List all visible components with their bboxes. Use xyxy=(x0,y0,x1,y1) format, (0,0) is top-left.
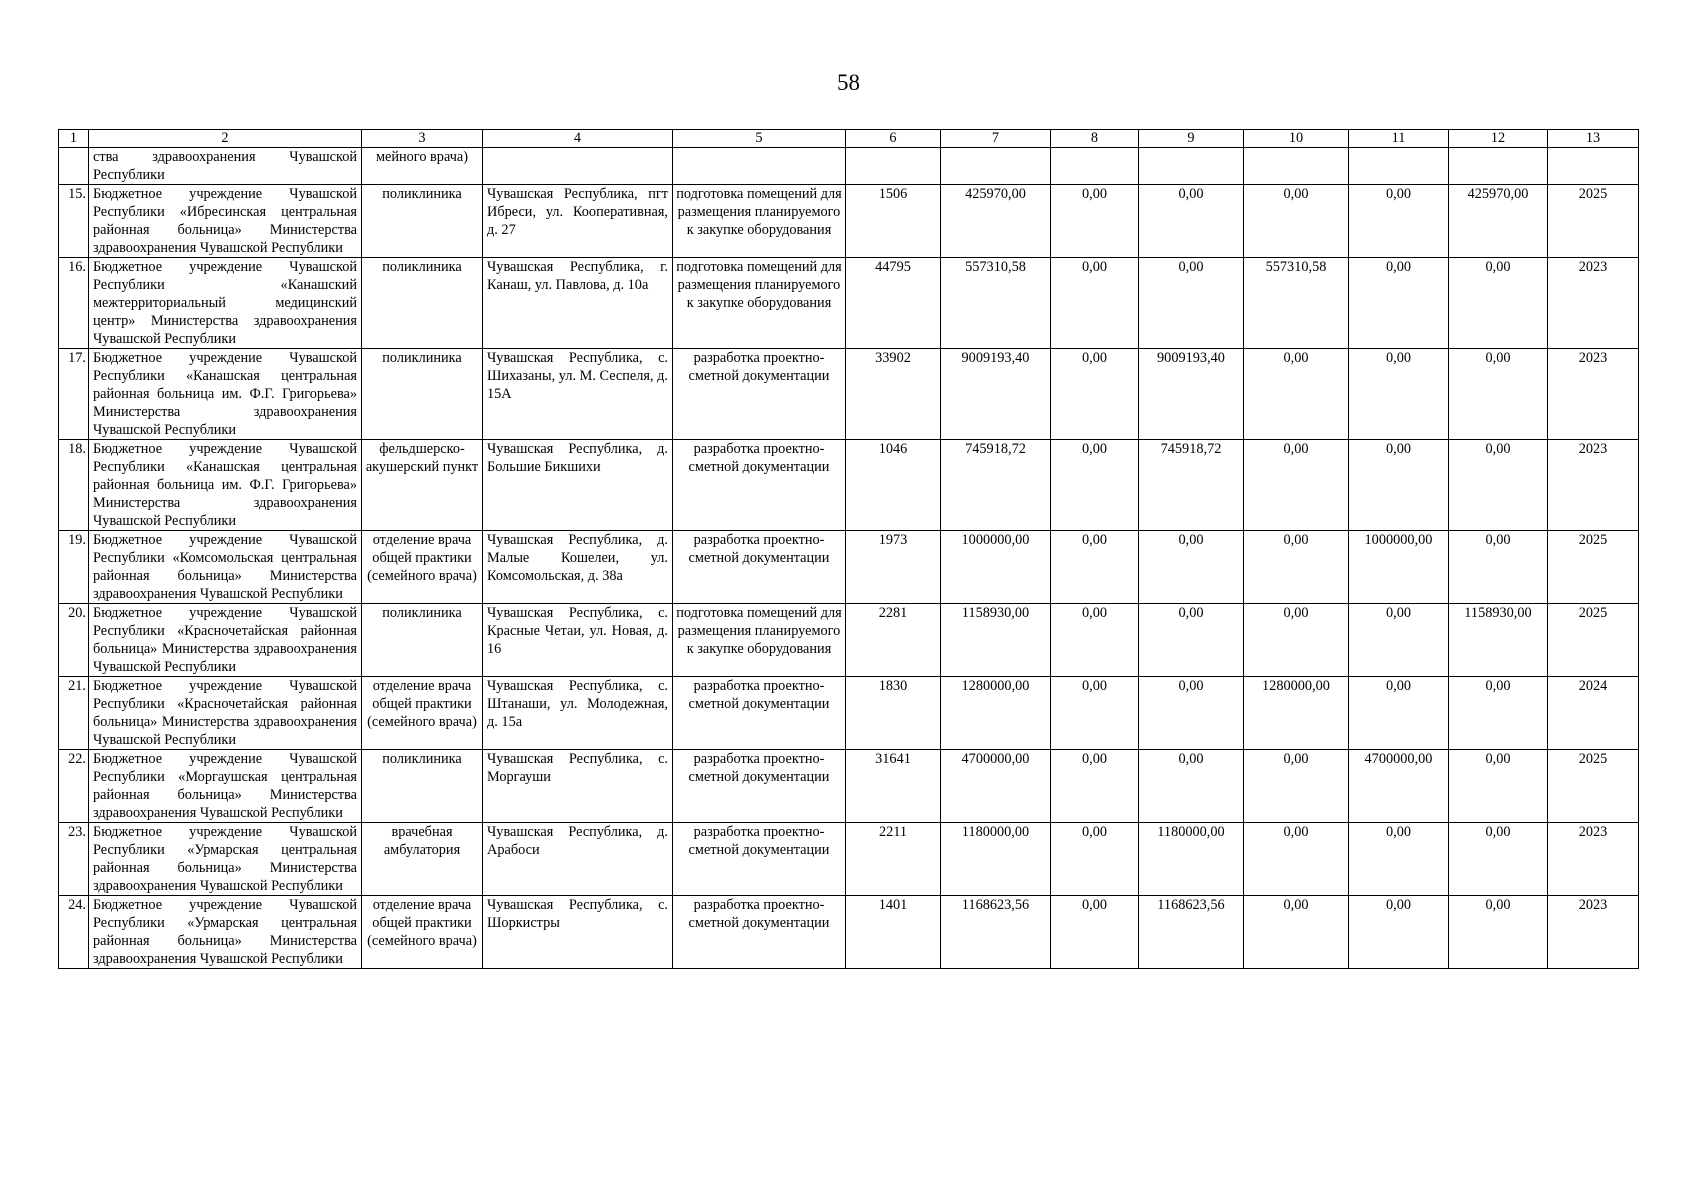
address-cell: Чувашская Республика, с. Красные Четаи, ул. Новая, д. 16 xyxy=(483,604,673,677)
continuation-row xyxy=(59,148,1639,185)
row-number-cell: 19. xyxy=(59,531,89,604)
year-cell: 2025 xyxy=(1548,750,1639,823)
cost-col11-cell: 1000000,00 xyxy=(1349,531,1449,604)
column-header: 12 xyxy=(1449,130,1548,148)
object-type-cell: отделение врача общей практики (семейного врача) xyxy=(362,677,483,750)
value-cell xyxy=(1449,148,1548,185)
object-type-cell: поликлиника xyxy=(362,258,483,349)
total-cost-cell: 9009193,40 xyxy=(941,349,1051,440)
cost-col8-cell: 0,00 xyxy=(1051,750,1139,823)
cost-col10-cell: 0,00 xyxy=(1244,750,1349,823)
area-cell: 2281 xyxy=(846,604,941,677)
cost-col12-cell: 0,00 xyxy=(1449,258,1548,349)
total-cost-cell: 557310,58 xyxy=(941,258,1051,349)
area-cell: 31641 xyxy=(846,750,941,823)
cost-col10-cell: 0,00 xyxy=(1244,185,1349,258)
cost-col12-cell: 0,00 xyxy=(1449,896,1548,969)
row-number-cell: 23. xyxy=(59,823,89,896)
cost-col9-cell: 1168623,56 xyxy=(1139,896,1244,969)
cost-col12-cell: 425970,00 xyxy=(1449,185,1548,258)
column-header: 9 xyxy=(1139,130,1244,148)
table-row xyxy=(59,440,1639,531)
table-row xyxy=(59,750,1639,823)
work-type-cell: разработка проектно-сметной документации xyxy=(673,896,846,969)
organization-cell: ства здравоохранения Чувашской Республики xyxy=(89,148,362,185)
cost-col8-cell: 0,00 xyxy=(1051,531,1139,604)
work-type-cell xyxy=(673,148,846,185)
total-cost-cell: 4700000,00 xyxy=(941,750,1051,823)
organization-cell: Бюджетное учреждение Чувашской Республики «Красночетайская районная больница» Министерства здравоохранения Чувашской Республики xyxy=(89,604,362,677)
value-cell xyxy=(1139,148,1244,185)
work-type-cell: разработка проектно-сметной документации xyxy=(673,823,846,896)
cost-col12-cell: 1158930,00 xyxy=(1449,604,1548,677)
organization-cell: Бюджетное учреждение Чувашской Республики «Красночетайская районная больница» Министерства здравоохранения Чувашской Республики xyxy=(89,677,362,750)
area-cell: 1830 xyxy=(846,677,941,750)
work-type-cell: подготовка помещений для размещения планируемого к закупке оборудования xyxy=(673,185,846,258)
work-type-cell: разработка проектно-сметной документации xyxy=(673,349,846,440)
table-body xyxy=(59,148,1639,969)
cost-col8-cell: 0,00 xyxy=(1051,896,1139,969)
total-cost-cell: 1000000,00 xyxy=(941,531,1051,604)
value-cell xyxy=(1244,148,1349,185)
organization-cell: Бюджетное учреждение Чувашской Республики «Комсомольская центральная районная больница» Министерства здравоохранения Чувашской Республики xyxy=(89,531,362,604)
cost-col8-cell: 0,00 xyxy=(1051,440,1139,531)
table-row xyxy=(59,677,1639,750)
year-cell: 2023 xyxy=(1548,349,1639,440)
address-cell: Чувашская Республика, д. Арабоси xyxy=(483,823,673,896)
address-cell: Чувашская Республика, д. Большие Бикшихи xyxy=(483,440,673,531)
cost-col11-cell: 0,00 xyxy=(1349,896,1449,969)
cost-col11-cell: 0,00 xyxy=(1349,349,1449,440)
table-row xyxy=(59,531,1639,604)
column-header: 2 xyxy=(89,130,362,148)
cost-col12-cell: 0,00 xyxy=(1449,750,1548,823)
cost-col11-cell: 0,00 xyxy=(1349,185,1449,258)
work-type-cell: подготовка помещений для размещения планируемого к закупке оборудования xyxy=(673,604,846,677)
table-row xyxy=(59,604,1639,677)
cost-col9-cell: 0,00 xyxy=(1139,677,1244,750)
area-cell: 33902 xyxy=(846,349,941,440)
area-cell: 2211 xyxy=(846,823,941,896)
cost-col12-cell: 0,00 xyxy=(1449,440,1548,531)
value-cell xyxy=(846,148,941,185)
total-cost-cell: 1158930,00 xyxy=(941,604,1051,677)
work-type-cell: разработка проектно-сметной документации xyxy=(673,677,846,750)
cost-col8-cell: 0,00 xyxy=(1051,258,1139,349)
year-cell xyxy=(1548,148,1639,185)
year-cell: 2023 xyxy=(1548,823,1639,896)
column-header: 11 xyxy=(1349,130,1449,148)
cost-col9-cell: 0,00 xyxy=(1139,258,1244,349)
value-cell xyxy=(941,148,1051,185)
column-header: 5 xyxy=(673,130,846,148)
column-header: 4 xyxy=(483,130,673,148)
column-header: 6 xyxy=(846,130,941,148)
object-type-cell: мейного врача) xyxy=(362,148,483,185)
cost-col11-cell: 0,00 xyxy=(1349,440,1449,531)
year-cell: 2024 xyxy=(1548,677,1639,750)
cost-col10-cell: 557310,58 xyxy=(1244,258,1349,349)
cost-col11-cell: 0,00 xyxy=(1349,823,1449,896)
address-cell: Чувашская Республика, д. Малые Кошелеи, ул. Комсомольская, д. 38а xyxy=(483,531,673,604)
objects-table xyxy=(58,129,1639,969)
cost-col10-cell: 0,00 xyxy=(1244,823,1349,896)
area-cell: 44795 xyxy=(846,258,941,349)
year-cell: 2023 xyxy=(1548,896,1639,969)
address-cell: Чувашская Республика, пгт Ибреси, ул. Кооперативная, д. 27 xyxy=(483,185,673,258)
cost-col10-cell: 0,00 xyxy=(1244,604,1349,677)
row-number-cell: 17. xyxy=(59,349,89,440)
table-row xyxy=(59,258,1639,349)
area-cell: 1401 xyxy=(846,896,941,969)
cost-col9-cell: 0,00 xyxy=(1139,750,1244,823)
cost-col8-cell: 0,00 xyxy=(1051,185,1139,258)
cost-col9-cell: 0,00 xyxy=(1139,604,1244,677)
column-header: 1 xyxy=(59,130,89,148)
table-row xyxy=(59,349,1639,440)
cost-col9-cell: 745918,72 xyxy=(1139,440,1244,531)
area-cell: 1046 xyxy=(846,440,941,531)
cost-col10-cell: 0,00 xyxy=(1244,531,1349,604)
cost-col10-cell: 1280000,00 xyxy=(1244,677,1349,750)
total-cost-cell: 1280000,00 xyxy=(941,677,1051,750)
row-number-cell: 20. xyxy=(59,604,89,677)
value-cell xyxy=(1051,148,1139,185)
object-type-cell: поликлиника xyxy=(362,349,483,440)
table-row xyxy=(59,896,1639,969)
table-header xyxy=(59,130,1639,148)
area-cell: 1506 xyxy=(846,185,941,258)
object-type-cell: поликлиника xyxy=(362,185,483,258)
work-type-cell: разработка проектно-сметной документации xyxy=(673,531,846,604)
object-type-cell: отделение врача общей практики (семейного врача) xyxy=(362,531,483,604)
address-cell xyxy=(483,148,673,185)
column-header: 3 xyxy=(362,130,483,148)
cost-col9-cell: 9009193,40 xyxy=(1139,349,1244,440)
object-type-cell: отделение врача общей практики (семейного врача) xyxy=(362,896,483,969)
row-number-cell: 24. xyxy=(59,896,89,969)
cost-col8-cell: 0,00 xyxy=(1051,604,1139,677)
year-cell: 2025 xyxy=(1548,531,1639,604)
column-header: 13 xyxy=(1548,130,1639,148)
organization-cell: Бюджетное учреждение Чувашской Республики «Ибресинская центральная районная больница» Министерства здравоохранения Чувашской Республики xyxy=(89,185,362,258)
cost-col11-cell: 4700000,00 xyxy=(1349,750,1449,823)
column-header: 10 xyxy=(1244,130,1349,148)
row-number-cell xyxy=(59,148,89,185)
organization-cell: Бюджетное учреждение Чувашской Республики «Урмарская центральная районная больница» Министерства здравоохранения Чувашской Республики xyxy=(89,823,362,896)
total-cost-cell: 1168623,56 xyxy=(941,896,1051,969)
table-row xyxy=(59,823,1639,896)
cost-col12-cell: 0,00 xyxy=(1449,677,1548,750)
address-cell: Чувашская Республика, с. Штанаши, ул. Молодежная, д. 15а xyxy=(483,677,673,750)
cost-col10-cell: 0,00 xyxy=(1244,440,1349,531)
row-number-cell: 21. xyxy=(59,677,89,750)
cost-col9-cell: 1180000,00 xyxy=(1139,823,1244,896)
object-type-cell: поликлиника xyxy=(362,604,483,677)
address-cell: Чувашская Республика, с. Шоркистры xyxy=(483,896,673,969)
cost-col11-cell: 0,00 xyxy=(1349,258,1449,349)
header-row xyxy=(59,130,1639,148)
column-header: 8 xyxy=(1051,130,1139,148)
row-number-cell: 18. xyxy=(59,440,89,531)
page-number: 58 xyxy=(837,70,860,95)
year-cell: 2023 xyxy=(1548,440,1639,531)
cost-col12-cell: 0,00 xyxy=(1449,349,1548,440)
column-header: 7 xyxy=(941,130,1051,148)
organization-cell: Бюджетное учреждение Чувашской Республики «Урмарская центральная районная больница» Министерства здравоохранения Чувашской Республики xyxy=(89,896,362,969)
address-cell: Чувашская Республика, г. Канаш, ул. Павлова, д. 10а xyxy=(483,258,673,349)
cost-col12-cell: 0,00 xyxy=(1449,823,1548,896)
object-type-cell: поликлиника xyxy=(362,750,483,823)
work-type-cell: разработка проектно-сметной документации xyxy=(673,750,846,823)
value-cell xyxy=(1349,148,1449,185)
cost-col10-cell: 0,00 xyxy=(1244,896,1349,969)
address-cell: Чувашская Республика, с. Шихазаны, ул. М. Сеспеля, д. 15А xyxy=(483,349,673,440)
table-row xyxy=(59,185,1639,258)
address-cell: Чувашская Республика, с. Моргауши xyxy=(483,750,673,823)
year-cell: 2025 xyxy=(1548,604,1639,677)
total-cost-cell: 745918,72 xyxy=(941,440,1051,531)
cost-col8-cell: 0,00 xyxy=(1051,677,1139,750)
organization-cell: Бюджетное учреждение Чувашской Республики «Канашский межтерриториальный медицинский центр» Министерства здравоохранения Чувашской Республики xyxy=(89,258,362,349)
year-cell: 2023 xyxy=(1548,258,1639,349)
cost-col10-cell: 0,00 xyxy=(1244,349,1349,440)
row-number-cell: 22. xyxy=(59,750,89,823)
total-cost-cell: 425970,00 xyxy=(941,185,1051,258)
row-number-cell: 15. xyxy=(59,185,89,258)
object-type-cell: фельдшерско-акушерский пункт xyxy=(362,440,483,531)
work-type-cell: разработка проектно-сметной документации xyxy=(673,440,846,531)
area-cell: 1973 xyxy=(846,531,941,604)
cost-col11-cell: 0,00 xyxy=(1349,677,1449,750)
work-type-cell: подготовка помещений для размещения планируемого к закупке оборудования xyxy=(673,258,846,349)
row-number-cell: 16. xyxy=(59,258,89,349)
cost-col12-cell: 0,00 xyxy=(1449,531,1548,604)
organization-cell: Бюджетное учреждение Чувашской Республики «Канашская центральная районная больница им. Ф.Г. Григорьева» Министерства здравоохранения Чувашской Республики xyxy=(89,440,362,531)
cost-col9-cell: 0,00 xyxy=(1139,531,1244,604)
year-cell: 2025 xyxy=(1548,185,1639,258)
organization-cell: Бюджетное учреждение Чувашской Республики «Канашская центральная районная больница им. Ф.Г. Григорьева» Министерства здравоохранения Чувашской Республики xyxy=(89,349,362,440)
total-cost-cell: 1180000,00 xyxy=(941,823,1051,896)
cost-col9-cell: 0,00 xyxy=(1139,185,1244,258)
cost-col11-cell: 0,00 xyxy=(1349,604,1449,677)
organization-cell: Бюджетное учреждение Чувашской Республики «Моргаушская центральная районная больница» Министерства здравоохранения Чувашской Республики xyxy=(89,750,362,823)
cost-col8-cell: 0,00 xyxy=(1051,823,1139,896)
cost-col8-cell: 0,00 xyxy=(1051,349,1139,440)
object-type-cell: врачебная амбулатория xyxy=(362,823,483,896)
